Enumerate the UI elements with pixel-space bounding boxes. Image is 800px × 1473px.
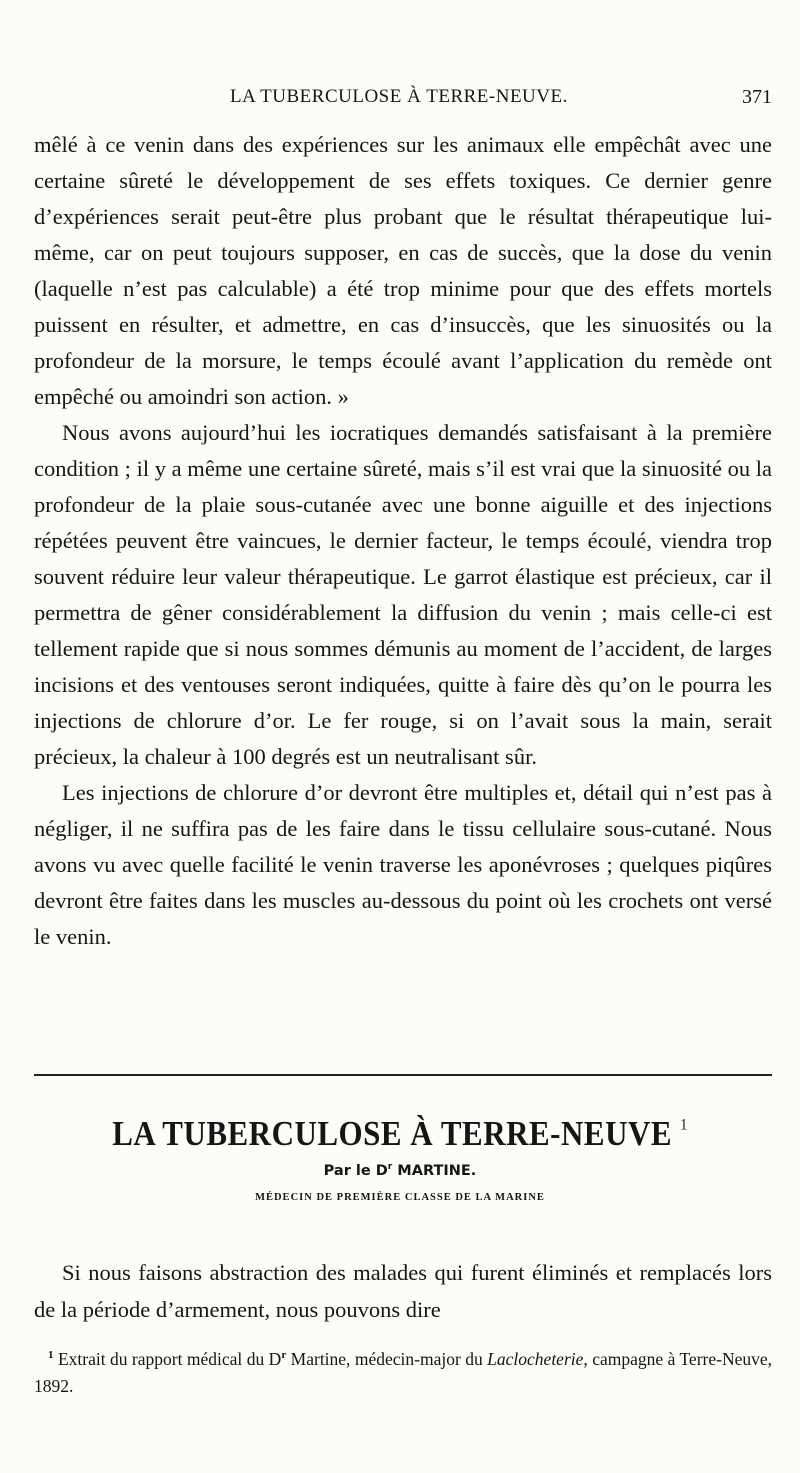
footnote-text: Extrait du rapport médical du D <box>53 1348 282 1369</box>
author-affiliation: MÉDECIN DE PREMIÈRE CLASSE DE LA MARINE <box>255 1192 545 1203</box>
paragraph: Nous avons aujourd’hui les iocratiques demandés satisfaisant à la première condition ; il y a même une certaine sûreté, mais s’il est vrai que la sinuosité ou la profondeur de la plaie sous-cutanée avec une bonne aiguille et des injections répétées peuvent être vaincues, le dernier facteur, le temps écoulé, viendra trop souvent réduire leur valeur thérapeutique. Le garrot élastique est précieux, car il permettra de gêner considérablement la diffusion du venin ; mais celle-ci est tellement rapide que si nous sommes démunis au moment de l’accident, de larges incisions et des ventouses seront indiquées, quitte à faire dès qu’on le pourra les injections de chlorure d’or. Le fer rouge, si on l’avait sous la main, serait précieux, la chaleur à 100 degrés est un neutralisant sûr. <box>34 420 772 769</box>
running-header <box>34 86 772 114</box>
running-title: LA TUBERCULOSE À TERRE-NEUVE. <box>230 86 568 107</box>
article-title-text: LA TUBERCULOSE À TERRE-NEUVE <box>112 1113 673 1154</box>
body-text <box>34 127 772 955</box>
ship-name: Laclocheterie <box>487 1348 584 1369</box>
footnote-marker: 1 <box>48 1349 54 1361</box>
section-divider <box>34 1074 772 1076</box>
article-title <box>0 1114 800 1154</box>
article-lead <box>34 1254 772 1328</box>
byline-superscript: r <box>387 1162 393 1172</box>
author-name: MARTINE. <box>392 1162 477 1179</box>
paragraph: mêlé à ce venin dans des expériences sur les animaux elle empêchât avec une certaine sûreté le développement de ses effets toxiques. Ce dernier genre d’expériences serait peut-être plus probant que le résultat thérapeutique lui-même, car on peut toujours supposer, en cas de succès, que la dose du venin (laquelle n’est pas calculable) a été trop minime pour que des effets mortels puissent en résulter, et admettre, en cas d’insuccès, que les sinuosités ou la profondeur de la morsure, le temps écoulé avant l’application du remède ont empêché ou amoindri son action. » <box>34 132 772 409</box>
paragraph: Les injections de chlorure d’or devront être multiples et, détail qui n’est pas à négliger, il ne suffira pas de les faire dans le tissu cellulaire sous-cutané. Nous avons vu avec quelle facilité le venin traverse les aponévroses ; quelques piqûres devront être faites dans les muscles au-dessous du point où les crochets ont versé le venin. <box>34 780 772 949</box>
byline-prefix: Par le D <box>323 1162 388 1179</box>
lead-paragraph: Si nous faisons abstraction des malades qui furent éliminés et remplacés lors de la période d’armement, nous pouvons dire <box>34 1260 772 1322</box>
footnote-reference: 1 <box>680 1117 688 1134</box>
footnote <box>34 1342 772 1400</box>
author-byline <box>0 1162 800 1179</box>
footnote-text-end: , campagne à Terre-Neuve, 1892. <box>34 1348 772 1396</box>
footnote-superscript: r <box>281 1349 287 1361</box>
footnote-text-middle: Martine, médecin-major du <box>286 1348 488 1369</box>
page-number: 371 <box>742 86 772 108</box>
